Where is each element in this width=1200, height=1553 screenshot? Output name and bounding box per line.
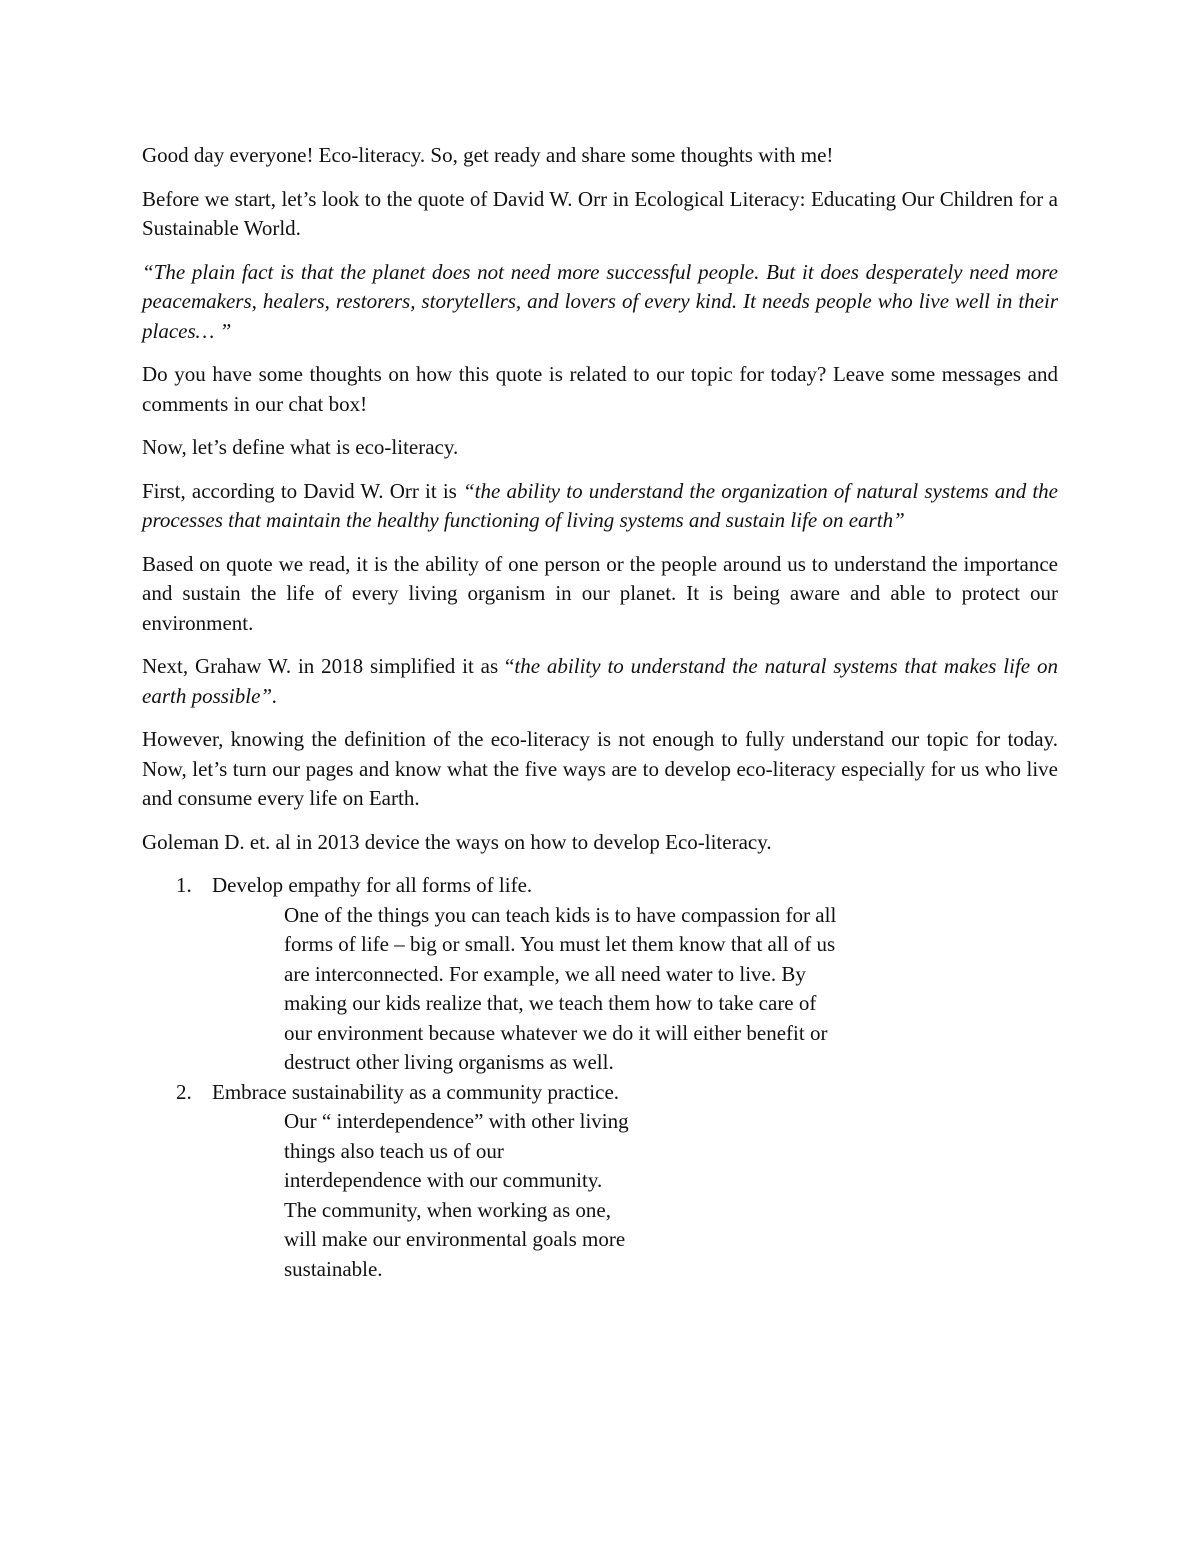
second-definition-quote: the ability to understand the natural systems that makes life on earth possible”. (142, 654, 1059, 708)
first-definition-quote: “the ability to understand the organization of natural systems and the processes that maintain the healthy functioning of living systems and sustain life on earth” (142, 478, 1058, 532)
prompt-paragraph: Do you have some thoughts on how this quote is related to our topic for today? Leave some messages and comments in our chat box! (142, 362, 1058, 416)
list-item-detail: One of the things you can teach kids is to have compassion for all forms of life – big or small. You must let them know that all of us are interconnected. For example, we all need water to live. By making our kids realize that, we teach them how to take care of our environment because whatever we do it will either benefit or destruct other living organisms as well. (284, 902, 837, 1074)
goleman-paragraph: Goleman D. et. al in 2013 device the ways on how to develop Eco-literacy. (142, 829, 772, 854)
list-item-number: 2. (176, 1079, 192, 1104)
first-definition-paragraph (142, 477, 1058, 536)
based-on-quote-paragraph: Based on quote we read, it is the ability of one person or the people around us to understand the importance and sustain the life of every living organism in our planet. It is being aware and able to protect our environment. (142, 551, 1058, 635)
list-item-number: 1. (176, 873, 192, 897)
intro-paragraph: Before we start, let’s look to the quote of David W. Orr in Ecological Literacy: Educating Our Children for a Sustainable World. (142, 186, 1058, 240)
orr-quote-text: “The plain fact is that the planet does not need more successful people. But it does desperately need more peacemakers, healers, restorers, storytellers, and lovers of every kind. It needs people who live well in their places… ” (142, 259, 1058, 343)
orr-quote-paragraph (142, 258, 1058, 347)
greeting-paragraph: Good day everyone! Eco-literacy. So, get ready and share some thoughts with me! (142, 143, 834, 167)
document-body (142, 141, 1058, 1284)
list-item (142, 871, 1058, 1078)
define-paragraph: Now, let’s define what is eco-literacy. (142, 435, 459, 459)
ways-list (142, 871, 1058, 1284)
second-definition-lead: Next, Grahaw W. in 2018 simplified it as “ (142, 654, 515, 678)
second-definition-paragraph (142, 652, 1058, 711)
list-item-detail: Our “ interdependence” with other living things also teach us of our interdependence with our community. The community, when working as one, will make our environmental goals more sustainable. (284, 1109, 629, 1281)
list-item-title: Develop empathy for all forms of life. (212, 873, 533, 897)
first-definition-lead: First, according to David W. Orr it is (142, 478, 463, 503)
however-paragraph: However, knowing the definition of the eco-literacy is not enough to fully understand our topic for today. Now, let’s turn our pages and know what the five ways are to develop eco-literacy especially for us who live and consume every life on Earth. (142, 727, 1058, 810)
list-item (142, 1078, 1058, 1285)
list-item-title: Embrace sustainability as a community practice. (212, 1079, 620, 1104)
